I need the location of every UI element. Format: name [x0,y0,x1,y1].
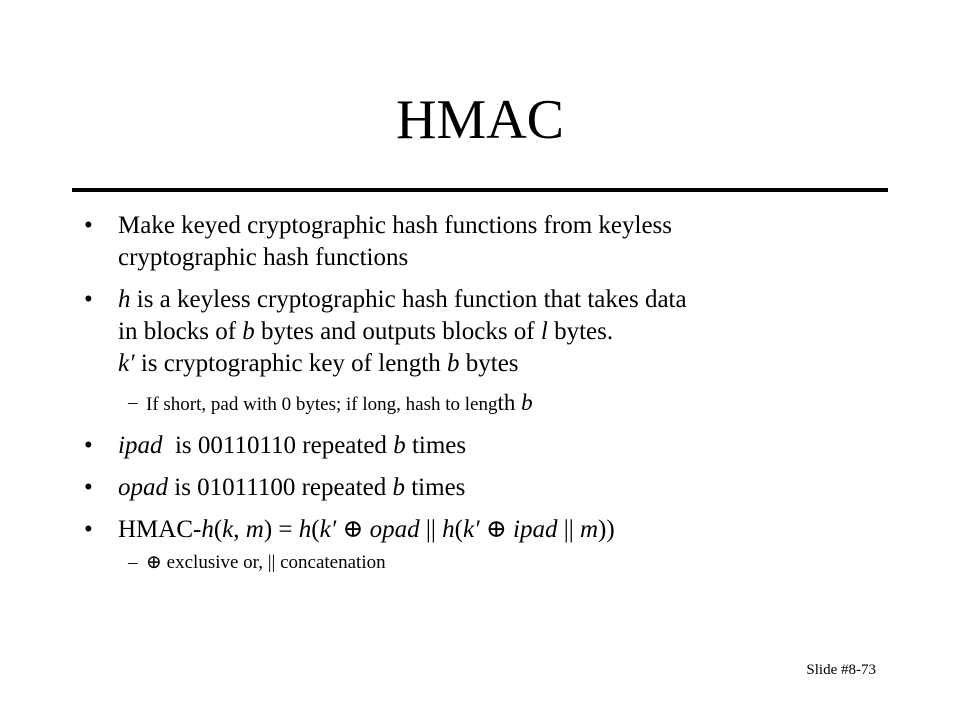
sub-bullet-text: If short, pad with 0 bytes; if long, hash to leng [146,394,498,415]
var-b: b [521,390,533,415]
sub-bullet-operators [84,550,894,576]
sub-bullet-padding [84,390,894,418]
var-l: l [540,318,548,345]
bullet-hmac-formula [84,514,894,546]
var-k-prime: k′ [118,350,135,377]
bullet-text-line: cryptographic hash functions [118,244,409,271]
bullet-marker: • [84,432,93,459]
bullet-marker: • [84,212,93,239]
slide-title: HMAC [395,89,565,151]
bullet-marker: • [84,516,93,543]
bullet-keyed-hash [84,210,894,274]
bullet-text-line: in blocks of b bytes and outputs blocks of l bytes. [118,318,614,345]
var-b: b [392,474,405,501]
bullet-text-line: ipad is 00110110 repeated b times [118,432,467,459]
bullet-text-line: h is a keyless cryptographic hash function that takes data [118,286,687,313]
sub-bullet-text-tail: th [497,390,522,415]
bullet-text-line: k′ is cryptographic key of length b bytes [118,350,519,377]
sub-bullet-marker: – [128,392,138,413]
var-b: b [447,350,460,377]
var-opad: opad [118,474,168,501]
bullet-marker: • [84,474,93,501]
bullet-marker: • [84,286,93,313]
var-ipad: ipad [118,432,163,459]
bullet-h-definition [84,284,894,380]
slide-content [84,210,894,588]
bullet-text-line: Make keyed cryptographic hash functions from keyless [118,212,673,239]
bullet-opad [84,472,894,504]
sub-bullet-marker: – [128,552,138,573]
var-b: b [242,318,255,345]
hmac-formula: HMAC-h(k, m) = h(k′ ⊕ opad || h(k′ ⊕ ipad || m)) [118,516,615,543]
sub-bullet-text: ⊕ exclusive or, || concatenation [146,552,386,573]
var-b: b [393,432,406,459]
bullet-ipad [84,430,894,462]
bullet-text-line: opad is 01011100 repeated b times [118,474,466,501]
var-h: h [118,286,131,313]
title-divider [72,188,888,192]
slide-number: Slide #8-73 [806,662,876,678]
